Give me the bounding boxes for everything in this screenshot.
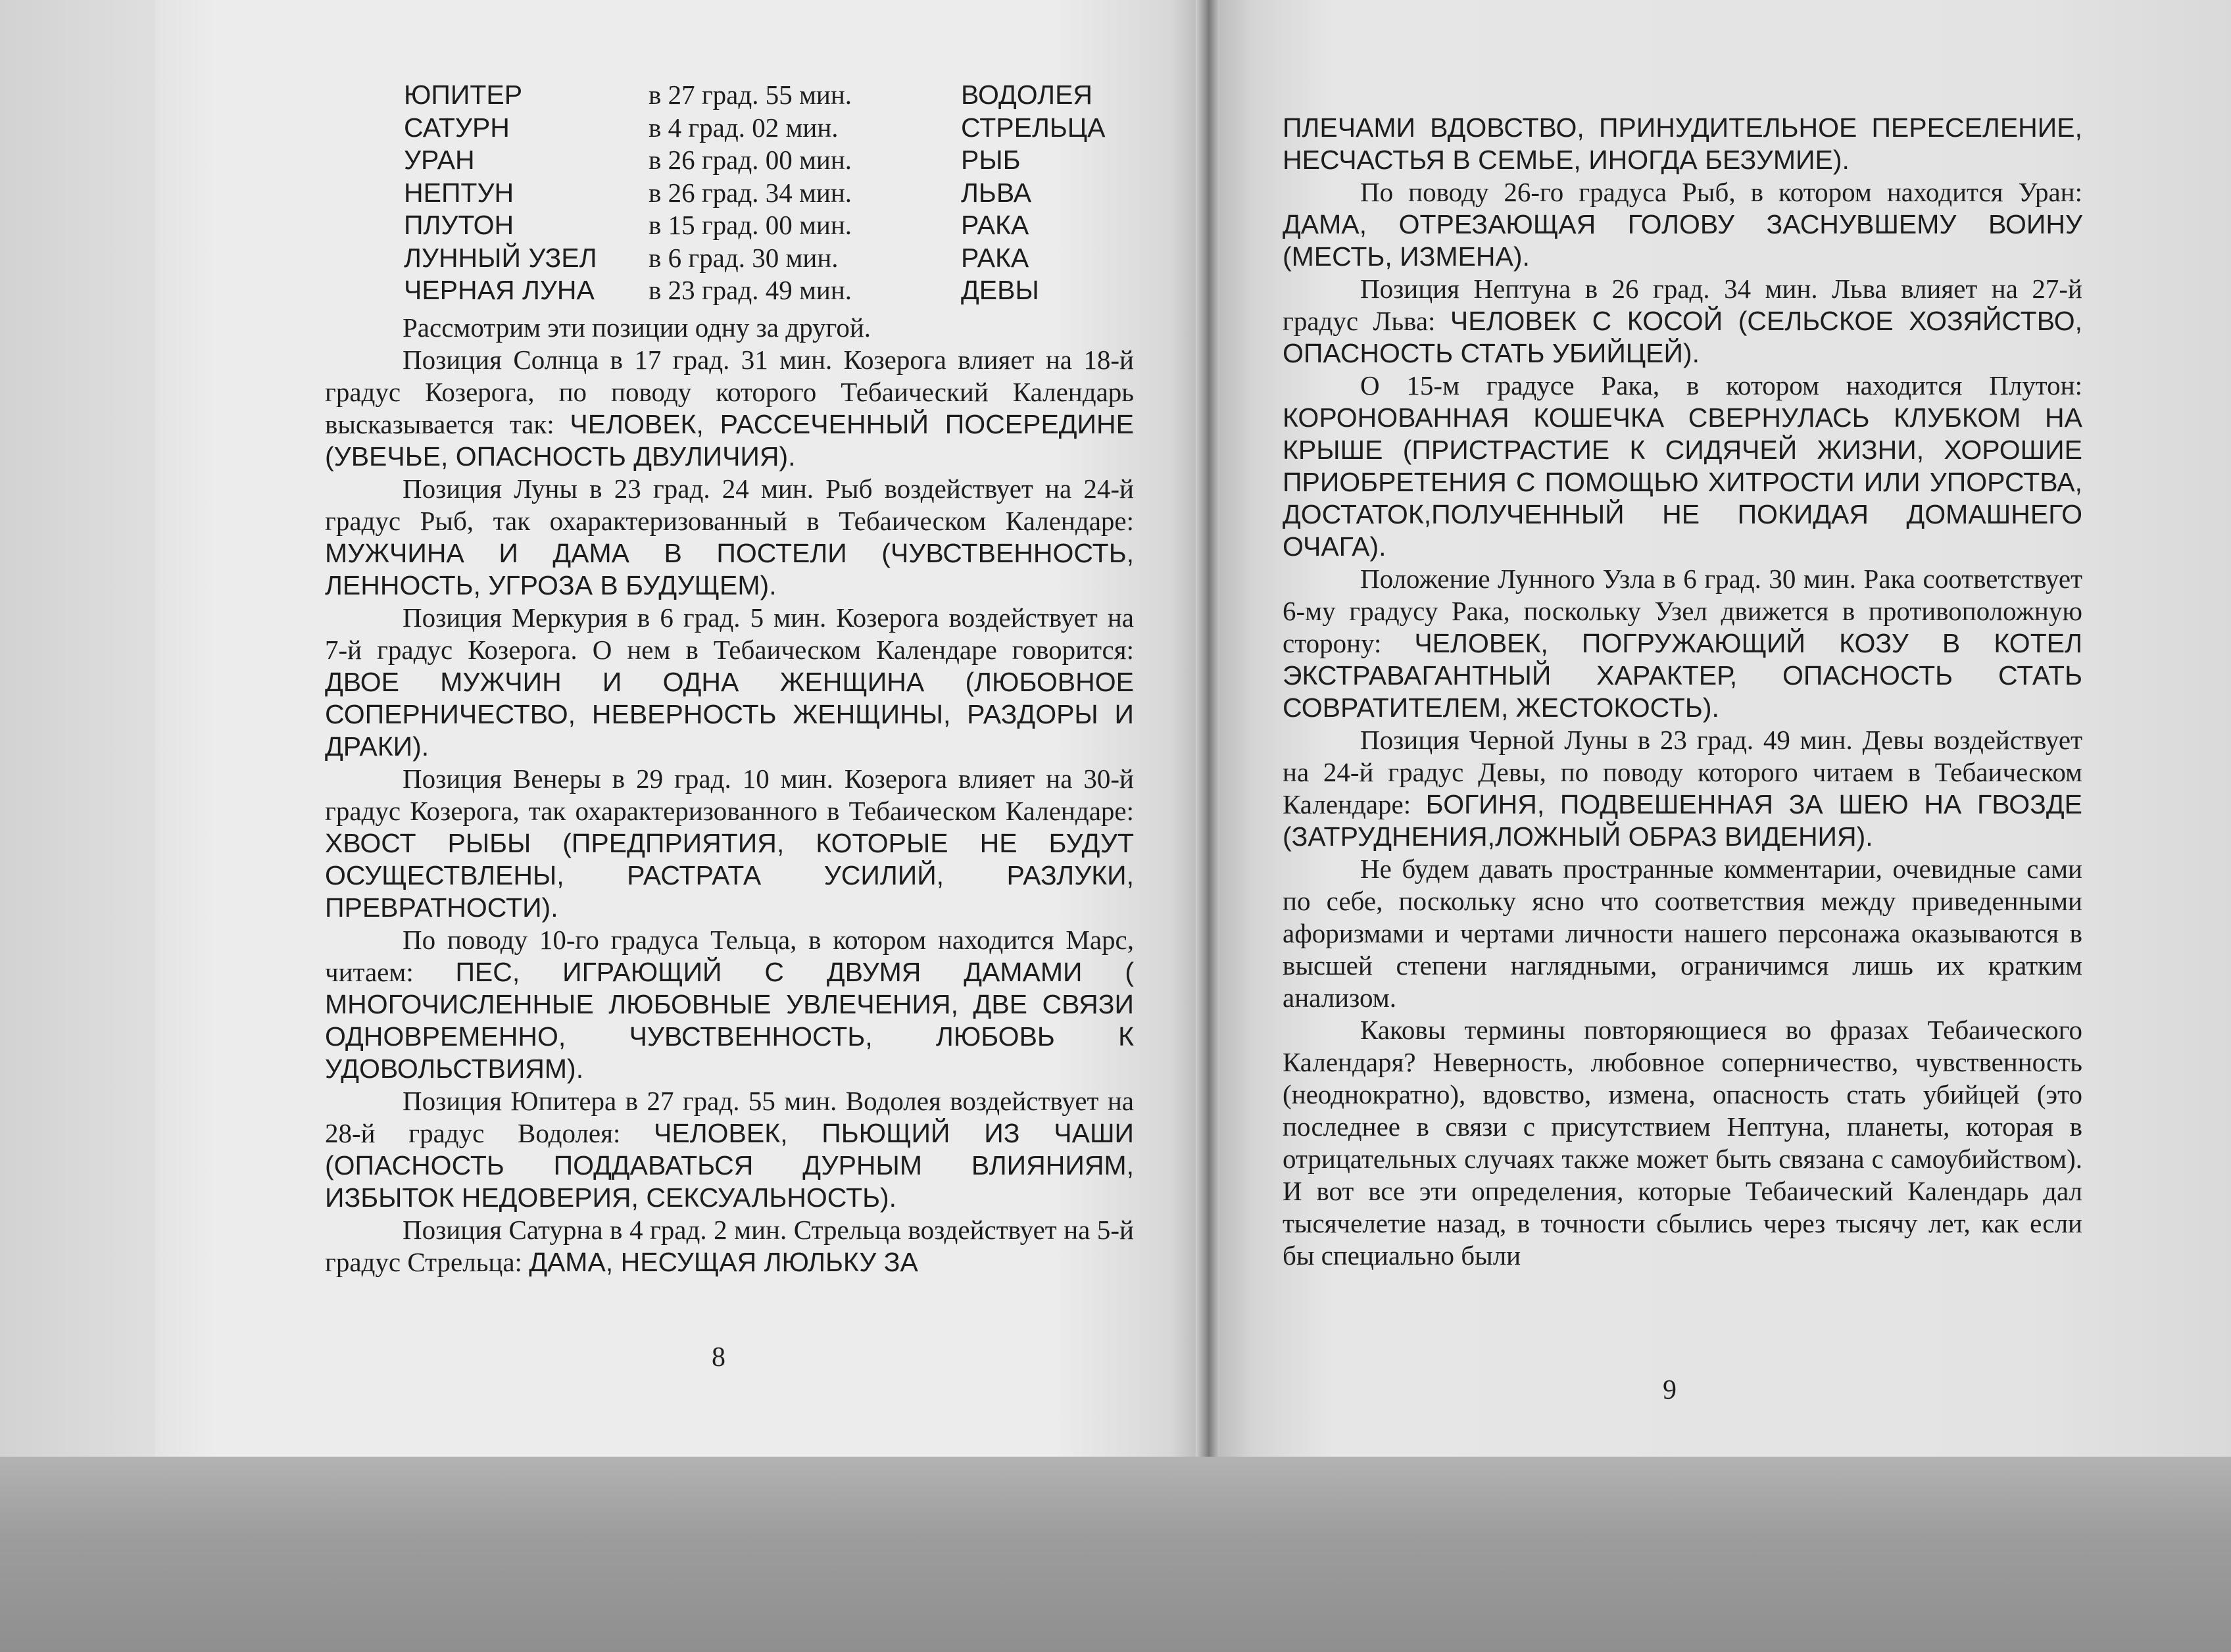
calendar-quote: ЧЕЛОВЕК, ПЬЮЩИЙ ИЗ ЧАШИ (ОПАСНОСТЬ ПОДДАВАТЬСЯ ДУРНЫМ ВЛИЯНИЯМ, ИЗБЫТОК НЕДОВЕРИЯ, СЕКСУАЛЬНОСТЬ). bbox=[325, 1118, 1135, 1213]
planet-degree: в 23 град. 49 мин. bbox=[649, 275, 852, 305]
calendar-quote: ПЛЕЧАМИ ВДОВСТВО, ПРИНУДИТЕЛЬНОЕ ПЕРЕСЕЛЕНИЕ, НЕСЧАСТЬЯ В СЕМЬЕ, ИНОГДА БЕЗУМИЕ). bbox=[1283, 112, 2082, 175]
paragraph bbox=[325, 1085, 1134, 1214]
paragraph-text: Позиция Черной Луны в 23 град. 49 мин. Девы воздействует на 24-й градус Девы, по поводу которого читаем в Тебаическом Календаре: bbox=[1283, 725, 2082, 819]
paragraph bbox=[325, 1214, 1134, 1278]
planet-sign: РАКА bbox=[961, 210, 1029, 240]
paragraph bbox=[1283, 853, 2082, 1014]
paragraph bbox=[1283, 1014, 2082, 1272]
paragraph bbox=[325, 602, 1134, 763]
paragraph-text: Не будем давать пространные комментарии, очевидные сами по себе, поскольку ясно что соответствия между приведенными афоризмами и чертами личности нашего персонажа оказываются в высшей степени наглядными, ограничимся лишь их кратким анализом. bbox=[1283, 854, 2082, 1013]
paragraph bbox=[325, 312, 1134, 344]
planet-sign: ЛЬВА bbox=[961, 177, 1032, 208]
paragraph bbox=[325, 924, 1134, 1085]
planet-name: САТУРН bbox=[404, 112, 510, 143]
planet-name: ЧЕРНАЯ ЛУНА bbox=[404, 275, 595, 305]
paragraph-text: Рассмотрим эти позиции одну за другой. bbox=[403, 312, 871, 343]
page-number-right: 9 bbox=[1663, 1375, 1677, 1405]
planet-degree: в 15 град. 00 мин. bbox=[649, 210, 852, 240]
paragraph-text: Положение Лунного Узла в 6 град. 30 мин. Рака соответствует 6-му градусу Рака, поскольку Узел движется в противоположную сторону: bbox=[1283, 564, 2082, 658]
calendar-quote: ЧЕЛОВЕК С КОСОЙ (СЕЛЬСКОЕ ХОЗЯЙСТВО, ОПАСНОСТЬ СТАТЬ УБИЙЦЕЙ). bbox=[1283, 306, 2082, 368]
calendar-quote: ДАМА, ОТРЕЗАЮЩАЯ ГОЛОВУ ЗАСНУВШЕМУ ВОИНУ (МЕСТЬ, ИЗМЕНА). bbox=[1283, 209, 2082, 272]
paragraph-text: Позиция Сатурна в 4 град. 2 мин. Стрельца воздействует на 5-й градус Стрельца: bbox=[325, 1215, 1134, 1277]
paragraph-text: О 15-м градусе Рака, в котором находится Плутон: bbox=[1360, 370, 2082, 401]
paragraph bbox=[1283, 273, 2082, 370]
planet-degree: в 27 град. 55 мин. bbox=[649, 80, 852, 110]
calendar-quote: ЧЕЛОВЕК, РАССЕЧЕННЫЙ ПОСЕРЕДИНЕ (УВЕЧЬЕ, ОПАСНОСТЬ ДВУЛИЧИЯ). bbox=[325, 409, 1134, 472]
planet-name: ЮПИТЕР bbox=[404, 80, 523, 110]
planet-name: ЛУННЫЙ УЗЕЛ bbox=[404, 242, 597, 273]
planet-sign: РЫБ bbox=[961, 145, 1021, 175]
paragraph-text: Позиция Венеры в 29 град. 10 мин. Козерога влияет на 30-й градус Козерога, так охарактеризованного в Тебаическом Календаре: bbox=[325, 764, 1134, 826]
left-page-text bbox=[325, 312, 1134, 1278]
calendar-quote: ДВОЕ МУЖЧИН И ОДНА ЖЕНЩИНА (ЛЮБОВНОЕ СОПЕРНИЧЕСТВО, НЕВЕРНОСТЬ ЖЕНЩИНЫ, РАЗДОРЫ И ДРАКИ). bbox=[325, 667, 1134, 762]
paragraph-text: Позиция Меркурия в 6 град. 5 мин. Козерога воздействует на 7-й градус Козерога. О нем в Тебаическом Календаре говорится: bbox=[325, 602, 1134, 665]
paragraph bbox=[1283, 724, 2082, 853]
planet-degree: в 26 град. 34 мин. bbox=[649, 177, 852, 208]
planet-name: НЕПТУН bbox=[404, 177, 514, 208]
paragraph-text: Позиция Луны в 23 град. 24 мин. Рыб воздействует на 24-й градус Рыб, так охарактеризованный в Тебаическом Календаре: bbox=[325, 474, 1134, 536]
planet-name: ПЛУТОН bbox=[404, 210, 514, 240]
paragraph bbox=[1283, 563, 2082, 724]
calendar-quote: МУЖЧИНА И ДАМА В ПОСТЕЛИ (ЧУВСТВЕННОСТЬ, ЛЕННОСТЬ, УГРОЗА В БУДУЩЕМ). bbox=[325, 538, 1134, 600]
paragraph-text: Позиция Юпитера в 27 град. 55 мин. Водолея воздействует на 28-й градус Водолея: bbox=[325, 1086, 1134, 1148]
paragraph bbox=[1283, 176, 2082, 273]
calendar-quote: ПЕС, ИГРАЮЩИЙ С ДВУМЯ ДАМАМИ ( МНОГОЧИСЛЕННЫЕ ЛЮБОВНЫЕ УВЛЕЧЕНИЯ, ДВЕ СВЯЗИ ОДНОВРЕМЕННО, ЧУВСТВЕННОСТЬ, ЛЮБОВЬ К УДОВОЛЬСТВИЯМ). bbox=[325, 957, 1135, 1084]
right-page-text bbox=[1283, 112, 2082, 1272]
paragraph bbox=[1283, 112, 2082, 176]
calendar-quote: ДАМА, НЕСУЩАЯ ЛЮЛЬКУ ЗА bbox=[529, 1247, 918, 1277]
planet-degree: в 4 град. 02 мин. bbox=[649, 112, 839, 143]
calendar-quote: БОГИНЯ, ПОДВЕШЕННАЯ ЗА ШЕЮ НА ГВОЗДЕ (ЗАТРУДНЕНИЯ,ЛОЖНЫЙ ОБРАЗ ВИДЕНИЯ). bbox=[1283, 789, 2082, 852]
paragraph bbox=[1283, 370, 2082, 563]
planet-sign: ВОДОЛЕЯ bbox=[961, 80, 1093, 110]
planet-degree: в 6 град. 30 мин. bbox=[649, 242, 839, 273]
calendar-quote: ЧЕЛОВЕК, ПОГРУЖАЮЩИЙ КОЗУ В КОТЕЛ ЭКСТРАВАГАНТНЫЙ ХАРАКТЕР, ОПАСНОСТЬ СТАТЬ СОВРАТИТЕЛЕМ, ЖЕСТОКОСТЬ). bbox=[1283, 628, 2082, 723]
paragraph-text: Позиция Нептуна в 26 град. 34 мин. Льва влияет на 27-й градус Льва: bbox=[1283, 274, 2082, 336]
planet-sign: СТРЕЛЬЦА bbox=[961, 112, 1106, 143]
paragraph bbox=[325, 473, 1134, 602]
planet-degree: в 26 град. 00 мин. bbox=[649, 145, 852, 175]
book-spine-gutter bbox=[1196, 0, 1219, 1473]
paragraph bbox=[325, 763, 1134, 924]
scanner-bed bbox=[0, 1457, 2231, 1652]
paragraph-text: Позиция Солнца в 17 град. 31 мин. Козерога влияет на 18-й градус Козерога, по поводу которого Тебаический Календарь высказывается так: bbox=[325, 345, 1134, 439]
planet-name: УРАН bbox=[404, 145, 475, 175]
planet-sign: ДЕВЫ bbox=[961, 275, 1039, 305]
calendar-quote: КОРОНОВАННАЯ КОШЕЧКА СВЕРНУЛАСЬ КЛУБКОМ НА КРЫШЕ (ПРИСТРАСТИЕ К СИДЯЧЕЙ ЖИЗНИ, ХОРОШИЕ ПРИОБРЕТЕНИЯ С ПОМОЩЬЮ ХИТРОСТИ ИЛИ УПОРСТВА, ДОСТАТОК,ПОЛУЧЕННЫЙ НЕ ПОКИДАЯ ДОМАШНЕГО ОЧАГА). bbox=[1283, 402, 2082, 562]
calendar-quote: ХВОСТ РЫБЫ (ПРЕДПРИЯТИЯ, КОТОРЫЕ НЕ БУДУТ ОСУЩЕСТВЛЕНЫ, РАСТРАТА УСИЛИЙ, РАЗЛУКИ, ПРЕВРАТНОСТИ). bbox=[325, 828, 1134, 923]
planet-sign: РАКА bbox=[961, 242, 1029, 273]
scan-margin-left bbox=[0, 0, 158, 1473]
paragraph-text: Каковы термины повторяющиеся во фразах Тебаического Календаря? Неверность, любовное соперничество, чувственность (неоднократно), вдовство, измена, опасность стать убийцей (это последнее в связи с присутствием Нептуна, планеты, которая в отрицательных случаях также может быть связана с самоубийством). И вот все эти определения, которые Тебаический Календарь дал тысячелетие назад, в точности сбылись через тысячу лет, как если бы специально были bbox=[1283, 1015, 2082, 1271]
page-number-left: 8 bbox=[712, 1342, 725, 1373]
paragraph-text: По поводу 10-го градуса Тельца, в котором находится Марс, читаем: bbox=[325, 925, 1134, 987]
paragraph-text: По поводу 26-го градуса Рыб, в котором находится Уран: bbox=[1360, 177, 2082, 207]
paragraph bbox=[325, 344, 1134, 473]
